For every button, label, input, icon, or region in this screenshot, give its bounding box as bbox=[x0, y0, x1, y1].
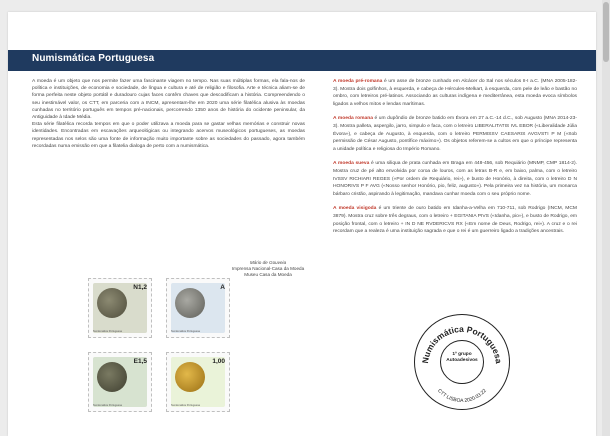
coin-description-roman bbox=[333, 115, 577, 153]
coin-description-pre-roman bbox=[333, 78, 577, 108]
postmark-center bbox=[440, 352, 484, 363]
highlight-roman: A moeda romana bbox=[333, 116, 373, 122]
stamp-caption: Numismática Portuguesa bbox=[93, 330, 122, 333]
stamp-caption: Numismática Portuguesa bbox=[93, 404, 122, 407]
stamp-roman bbox=[166, 278, 230, 338]
left-paragraph-2: Esta série filatélica recorda tempos em que o poder utilizava a moeda para se gastar velhas memórias e construir novas identidades. Encontradas em escavações arqueológicas ou integrando acervos museológicos portugueses, as moedas representadas nos selos são uma fonte de informação muito importante sobre as sociedades do passado, agora também recordadas numa emissão em que a filatelia dialoga de perto com a numismática. bbox=[32, 122, 305, 149]
header-band bbox=[8, 50, 596, 71]
postmark-type: Autoadesivos bbox=[446, 357, 478, 363]
stamp-caption: Numismática Portuguesa bbox=[171, 404, 200, 407]
stamp-value: A bbox=[220, 284, 225, 291]
postmark-seal bbox=[414, 314, 510, 410]
document-page bbox=[8, 12, 596, 436]
scrollbar[interactable] bbox=[602, 0, 610, 436]
coin-image bbox=[175, 362, 205, 392]
signature bbox=[218, 260, 318, 278]
highlight-visigothic: A moeda visigoda bbox=[333, 206, 377, 212]
stamp-value: 1,00 bbox=[212, 358, 225, 365]
left-paragraph-1: A moeda é um objeto que nos permite fazer uma fascinante viagem no tempo. Nas suas múltiplas formas, ela fala-nos de política e instituições, de economia e sociedade, de língua e cultura e até de religião e filosofia. Arte e técnica aliam-se de forma perfeita neste objeto portátil e duradouro cujas faces contêm chaves que descodificam a história. Compreendendo o seu inestimável valor, os CTT, em parceria com a INCM, apresentam-lhe em 2020 uma série filatélica alusiva às moedas cunhadas no território português em tempos pré-nacionais, percorrendo 1350 anos de história do ocidente peninsular, da Antiguidade à Idade Média. bbox=[32, 79, 305, 121]
right-column bbox=[333, 78, 577, 243]
coin-description-suevic bbox=[333, 160, 577, 198]
text-pre-roman: é um asse de bronze cunhado em Alcácer do Sal nos séculos II-I a.C. (MNA 2005-182-3). Mostra dois golfinhos, à esquerda, e cabeça de Hércules-Melkart, à esquerda, com pele de leão e bastão no ombro, com letreiros pré-latinos. Associando as culturas indígena e mediterrânea, esta moeda evoca símbolos ligados a velhos mitos e lendas marítimas. bbox=[333, 79, 577, 107]
postmark-bottom-text: CTT LISBOA 2020.03.22 bbox=[436, 388, 488, 405]
coin-description-visigothic bbox=[333, 205, 577, 235]
highlight-pre-roman: A moeda pré-romana bbox=[333, 79, 383, 84]
stamp-value: N1,2 bbox=[133, 284, 147, 291]
page-title: Numismática Portuguesa bbox=[32, 53, 155, 64]
stamp-value: E1,5 bbox=[133, 358, 147, 365]
stamp-block bbox=[88, 278, 234, 416]
stamp-suevic bbox=[88, 352, 152, 412]
signature-affiliation-1: Imprensa Nacional-Casa da Moeda bbox=[231, 266, 305, 271]
coin-image bbox=[97, 288, 127, 318]
svg-text:CTT LISBOA 2020.03.22 bbox=[436, 388, 488, 404]
signature-name: Mário de Gouveia bbox=[249, 260, 287, 265]
text-suevic: é uma siliqua de prata cunhada em Braga em 448-456, sob Requiário (MNMP, CMP 1814-2). Mostra cruz de pé alto envolvida por coroa de louros, com as letras B-R e, em baixo, palma, com o letreiro IVSSV RICHIARI REGES («Por ordem de Requiário, rei»), e busto de Honório, à direita, com o letreiro D N HONORIVS P F AVG («Nosso senhor Honório, pio, feliz, augusto»). Pela primeira vez na história, um monarca bárbaro cristão, aspirando à legitimação, mandava cunhar moeda com o seu próprio nome. bbox=[333, 161, 578, 197]
highlight-suevic: A moeda sueva bbox=[333, 161, 370, 167]
coin-image bbox=[97, 362, 127, 392]
stamp-pre-roman bbox=[88, 278, 152, 338]
text-roman: é um dupôndio de bronze batido em Évora em 27 a.C.-14 d.C., sob Augusto (MNA 2014-23-3). Mostra palleta, aspergilo, jarro, simpulo e faca, com o letreiro LIBERALITATIS IVL EBOR («Liberalidade Júlia Évora»), e cabeça de Augusto, à esquerda, com o letreiro PERMISSV CAESARIS AVGVSTI P M («Sob permissão de César Augusto, pontífice máximo»). Os objetos referem-se a cultos em que o príncipe representa a unidade política e religiosa do Império Romano. bbox=[333, 116, 578, 152]
scrollbar-thumb[interactable] bbox=[603, 2, 609, 62]
text-visigothic: é um triente de ouro batido em Idanha-a-Velha em 710-711, sob Rodrigo (INCM, MCM 3879). Mostra cruz sobre três degraus, com o letreiro + EGITANIA PIVS («Idanha, pio»), e busto de Rodrigo, em posição frontal, com o letreiro + IN D NE RVDERICVS RX («Em nome de Deus, Rodrigo, rei»). A cruz e o rei recordam que a realeza é uma instituição sagrada e que o rei é um guerreiro ligado a tradições ancestrais. bbox=[333, 206, 577, 235]
stamp-caption: Numismática Portuguesa bbox=[171, 330, 200, 333]
coin-image bbox=[175, 288, 205, 318]
left-column bbox=[32, 78, 305, 150]
postmark-top-text: Numismática Portuguesa bbox=[420, 323, 504, 365]
signature-affiliation-2: Museu Casa da Moeda bbox=[244, 272, 292, 277]
stamp-visigothic bbox=[166, 352, 230, 412]
postmark-group: 1º grupo bbox=[452, 352, 472, 357]
